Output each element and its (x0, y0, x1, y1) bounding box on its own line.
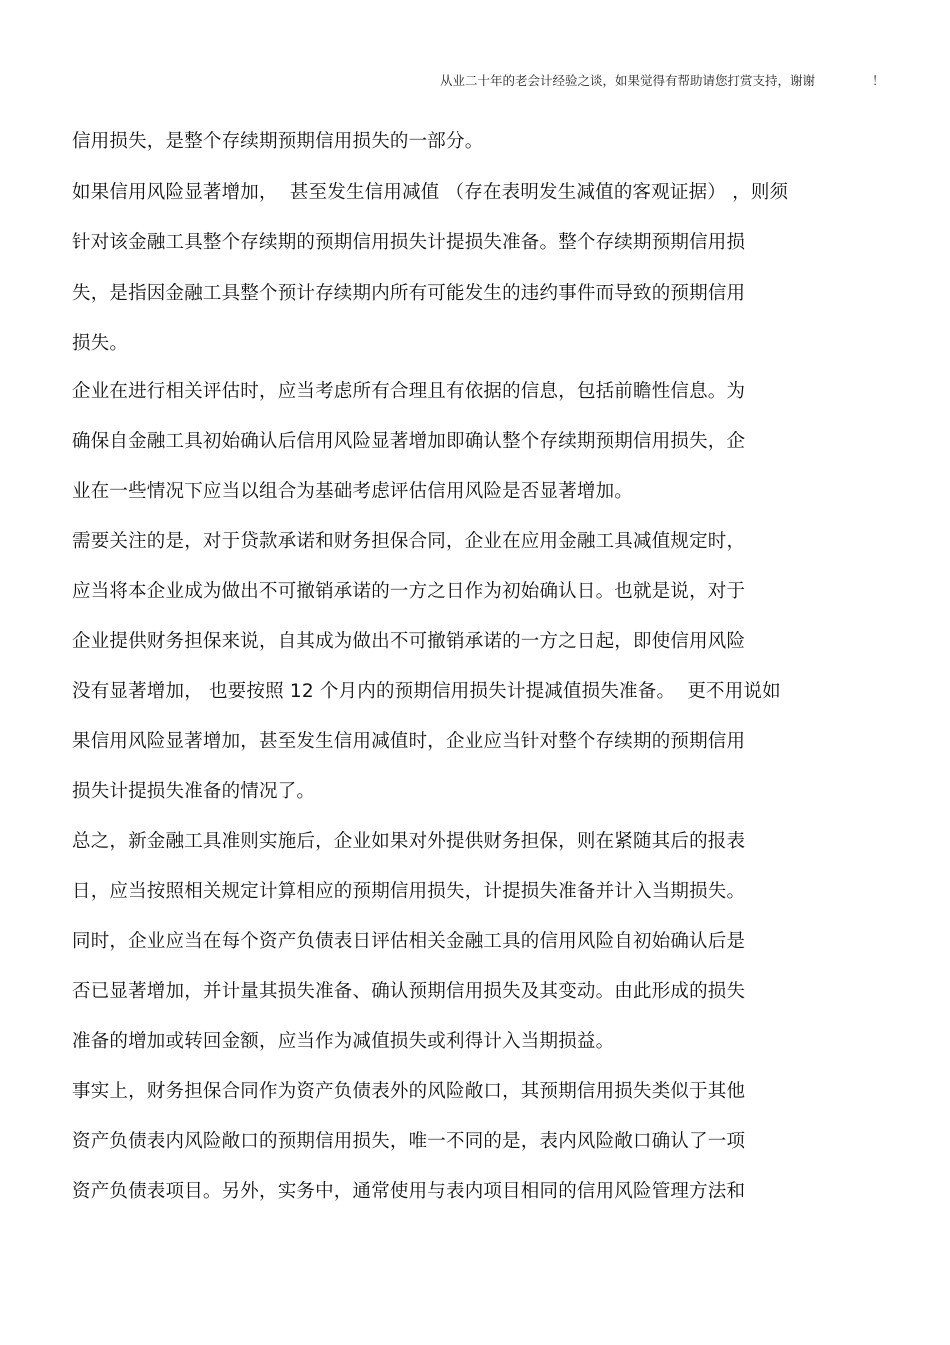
text-line: 需要关注的是，对于贷款承诺和财务担保合同，企业在应用金融工具减值规定时， (72, 531, 746, 552)
page-header-exclamation: ！ (872, 73, 885, 88)
text-line: 没有显著增加， 也要按照 12 个月内的预期信用损失计提减值损失准备。 更不用说如 (72, 681, 781, 702)
text-line: 如果信用风险显著增加， 甚至发生信用减值 （存在表明发生减值的客观证据） ，则须 (72, 182, 789, 203)
text-line: 损失计提损失准备的情况了。 (72, 781, 316, 802)
text-line: 总之，新金融工具准则实施后，企业如果对外提供财务担保，则在紧随其后的报表 (72, 831, 746, 852)
text-line: 准备的增加或转回金额，应当作为减值损失或利得计入当期损益。 (72, 1031, 615, 1052)
text-line: 日，应当按照相关规定计算相应的预期信用损失，计提损失准备并计入当期损失。 (72, 881, 746, 902)
text-line: 企业在进行相关评估时，应当考虑所有合理且有依据的信息，包括前瞻性信息。为 (72, 381, 746, 402)
text-line: 资产负债表项目。另外，实务中，通常使用与表内项目相同的信用风险管理方法和 (72, 1181, 746, 1202)
text-line: 同时，企业应当在每个资产负债表日评估相关金融工具的信用风险自初始确认后是 (72, 931, 746, 952)
text-line: 针对该金融工具整个存续期的预期信用损失计提损失准备。整个存续期预期信用损 (72, 232, 746, 253)
page-header: 从业二十年的老会计经验之谈，如果觉得有帮助请您打赏支持，谢谢 (440, 73, 816, 88)
text-line: 信用损失，是整个存续期预期信用损失的一部分。 (72, 131, 484, 152)
text-line: 应当将本企业成为做出不可撤销承诺的一方之日作为初始确认日。也就是说，对于 (72, 581, 746, 602)
text-line: 失，是指因金融工具整个预计存续期内所有可能发生的违约事件而导致的预期信用 (72, 283, 746, 304)
text-line: 企业提供财务担保来说，自其成为做出不可撤销承诺的一方之日起，即使信用风险 (72, 631, 746, 652)
text-line: 业在一些情况下应当以组合为基础考虑评估信用风险是否显著增加。 (72, 481, 634, 502)
text-line: 资产负债表内风险敞口的预期信用损失，唯一不同的是，表内风险敞口确认了一项 (72, 1131, 746, 1152)
text-line: 确保自金融工具初始确认后信用风险显著增加即确认整个存续期预期信用损失，企 (72, 431, 746, 452)
text-line: 果信用风险显著增加，甚至发生信用减值时，企业应当针对整个存续期的预期信用 (72, 731, 746, 752)
text-line: 事实上，财务担保合同作为资产负债表外的风险敞口，其预期信用损失类似于其他 (72, 1081, 746, 1102)
text-line: 损失。 (72, 333, 129, 354)
text-line: 否已显著增加，并计量其损失准备、确认预期信用损失及其变动。由此形成的损失 (72, 981, 746, 1002)
